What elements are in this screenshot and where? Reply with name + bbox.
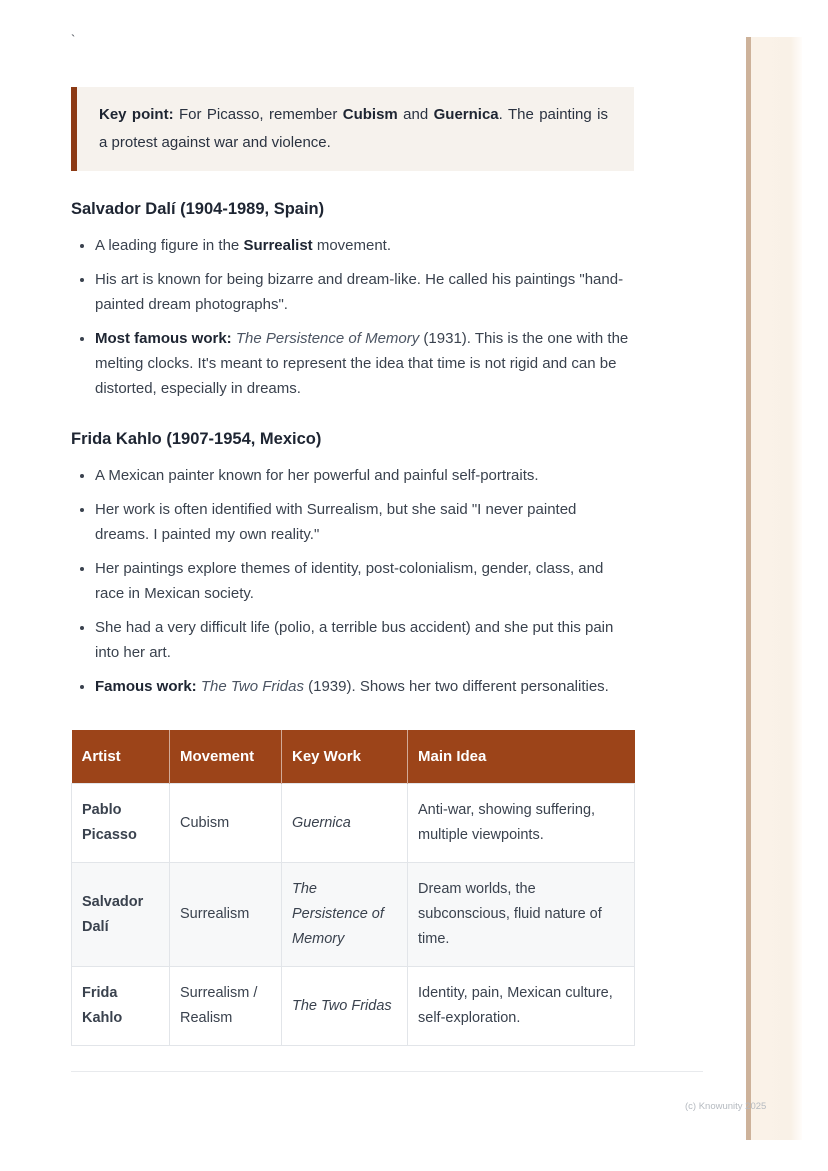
text-segment: Surrealist	[243, 237, 313, 254]
list-item	[95, 615, 634, 665]
cell-artist: Pablo Picasso	[72, 784, 170, 863]
text-segment: Cubism	[342, 106, 398, 123]
text-segment: Her work is often identified with Surrealism, but she said "I never painted dreams. I painted my own reality."	[95, 501, 577, 543]
text-segment: She had a very difficult life (polio, a terrible bus accident) and she put this pain into her art.	[95, 619, 614, 661]
footer-credit: (c) Knowunity 2025	[685, 1101, 767, 1112]
cell-movement: Surrealism / Realism	[170, 967, 282, 1046]
text-segment: . The painting is a protest against war and violence.	[99, 106, 608, 151]
table-header-row	[72, 730, 635, 784]
table-row	[72, 863, 635, 967]
document-content	[71, 0, 634, 1080]
cell-main-idea: Identity, pain, Mexican culture, self-exploration.	[408, 967, 635, 1046]
table-row	[72, 967, 635, 1046]
column-header-artist: Artist	[72, 730, 170, 784]
text-segment: movement.	[312, 237, 392, 254]
text-segment: and	[397, 106, 434, 123]
cell-movement: Cubism	[170, 784, 282, 863]
text-segment: Key point:	[99, 106, 174, 123]
text-segment: Most famous work:	[95, 330, 232, 347]
cell-key-work: Guernica	[282, 784, 408, 863]
cell-key-work: The Two Fridas	[282, 967, 408, 1046]
text-segment: For Picasso, remember	[173, 106, 343, 123]
column-header-movement: Movement	[170, 730, 282, 784]
text-segment: His art is known for being bizarre and dream-like. He called his paintings "hand-painted dream photographs".	[95, 271, 624, 313]
key-point-callout	[71, 87, 634, 171]
cell-artist: Salvador Dalí	[72, 863, 170, 967]
page-side-strip	[746, 37, 802, 1140]
cell-main-idea: Anti-war, showing suffering, multiple viewpoints.	[408, 784, 635, 863]
column-header-main-idea: Main Idea	[408, 730, 635, 784]
text-segment: A leading figure in the	[95, 237, 244, 254]
list-item	[95, 267, 634, 317]
list-item	[95, 233, 634, 258]
artists-summary-table	[71, 730, 635, 1046]
footer-divider	[71, 1071, 703, 1072]
section-heading-dali: Salvador Dalí (1904-1989, Spain)	[71, 200, 325, 218]
text-segment: (1939). Shows her two different personalities.	[303, 678, 609, 695]
cell-main-idea: Dream worlds, the subconscious, fluid nature of time.	[408, 863, 635, 967]
section-heading-kahlo: Frida Kahlo (1907-1954, Mexico)	[71, 430, 322, 448]
list-item	[95, 326, 634, 401]
column-header-key-work: Key Work	[282, 730, 408, 784]
cell-movement: Surrealism	[170, 863, 282, 967]
list-item	[95, 674, 634, 699]
table-row	[72, 784, 635, 863]
text-segment: A Mexican painter known for her powerful and painful self-portraits.	[95, 467, 539, 484]
cell-key-work: The Persistence of Memory	[282, 863, 408, 967]
text-segment: Famous work:	[95, 678, 197, 695]
list-item	[95, 463, 634, 488]
bullet-list-dali	[71, 233, 634, 401]
text-segment: (1931). This is the one with the melting clocks. It's meant to represent the idea that time is not rigid and can be distorted, especially in dreams.	[95, 330, 629, 397]
text-segment: The Two Fridas	[200, 678, 304, 695]
list-item	[95, 556, 634, 606]
cell-artist: Frida Kahlo	[72, 967, 170, 1046]
bullet-list-kahlo	[71, 463, 634, 699]
list-item	[95, 497, 634, 547]
text-segment: Guernica	[433, 106, 499, 123]
text-segment: Her paintings explore themes of identity, post-colonialism, gender, class, and race in Mexican society.	[95, 560, 604, 602]
text-segment: The Persistence of Memory	[235, 330, 420, 347]
stray-backtick-char: `	[71, 32, 76, 47]
